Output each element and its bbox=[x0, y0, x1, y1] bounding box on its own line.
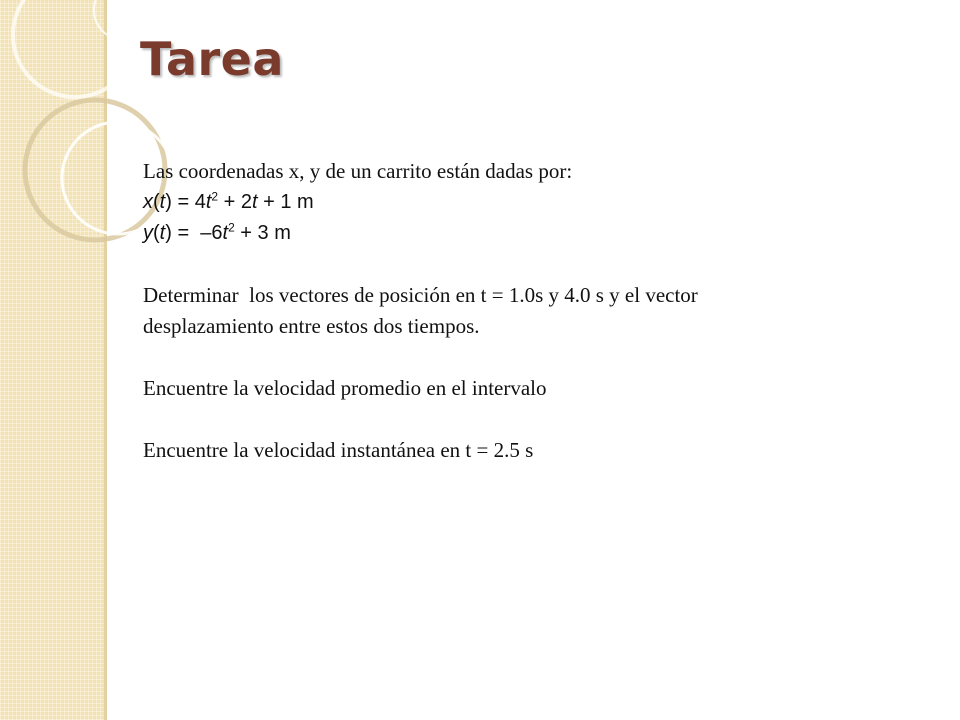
eq-x-var: x bbox=[143, 191, 153, 213]
equation-y bbox=[143, 218, 923, 249]
eq-x-t2: t bbox=[251, 191, 258, 213]
eq-x-open: ( bbox=[153, 191, 160, 213]
eq-x-exp: 2 bbox=[211, 189, 219, 204]
task-1-line-1: Determinar los vectores de posición en t = 1.0s y 4.0 s y el vector bbox=[143, 283, 698, 307]
spacer bbox=[143, 342, 923, 373]
eq-y-t1: t bbox=[222, 222, 229, 244]
eq-y-var: y bbox=[143, 222, 153, 244]
eq-y-exp: 2 bbox=[228, 220, 235, 235]
spacer bbox=[143, 249, 923, 280]
slide-body bbox=[143, 156, 923, 466]
task-1-line-2: desplazamiento entre estos dos tiempos. bbox=[143, 314, 480, 338]
eq-y-tail: + 3 m bbox=[234, 222, 291, 244]
eq-x-close: ) = 4 bbox=[165, 191, 206, 213]
task-2: Encuentre la velocidad promedio en el intervalo bbox=[143, 376, 547, 400]
intro-text: Las coordenadas x, y de un carrito están dadas por: bbox=[143, 159, 573, 183]
eq-y-close: ) = –6 bbox=[165, 222, 223, 244]
spacer bbox=[143, 404, 923, 435]
equation-x bbox=[143, 187, 923, 218]
eq-x-tail: + 1 m bbox=[257, 191, 314, 213]
eq-x-arg: t bbox=[159, 191, 166, 213]
deco-circle-outer-top bbox=[13, 0, 137, 97]
eq-x-t1: t bbox=[205, 191, 212, 213]
task-3: Encuentre la velocidad instantánea en t = 2.5 s bbox=[143, 438, 534, 462]
eq-x-mid: + 2 bbox=[218, 191, 252, 213]
slide-title: Tarea bbox=[140, 32, 284, 86]
eq-y-arg: t bbox=[159, 222, 166, 244]
eq-y-open: ( bbox=[153, 222, 160, 244]
